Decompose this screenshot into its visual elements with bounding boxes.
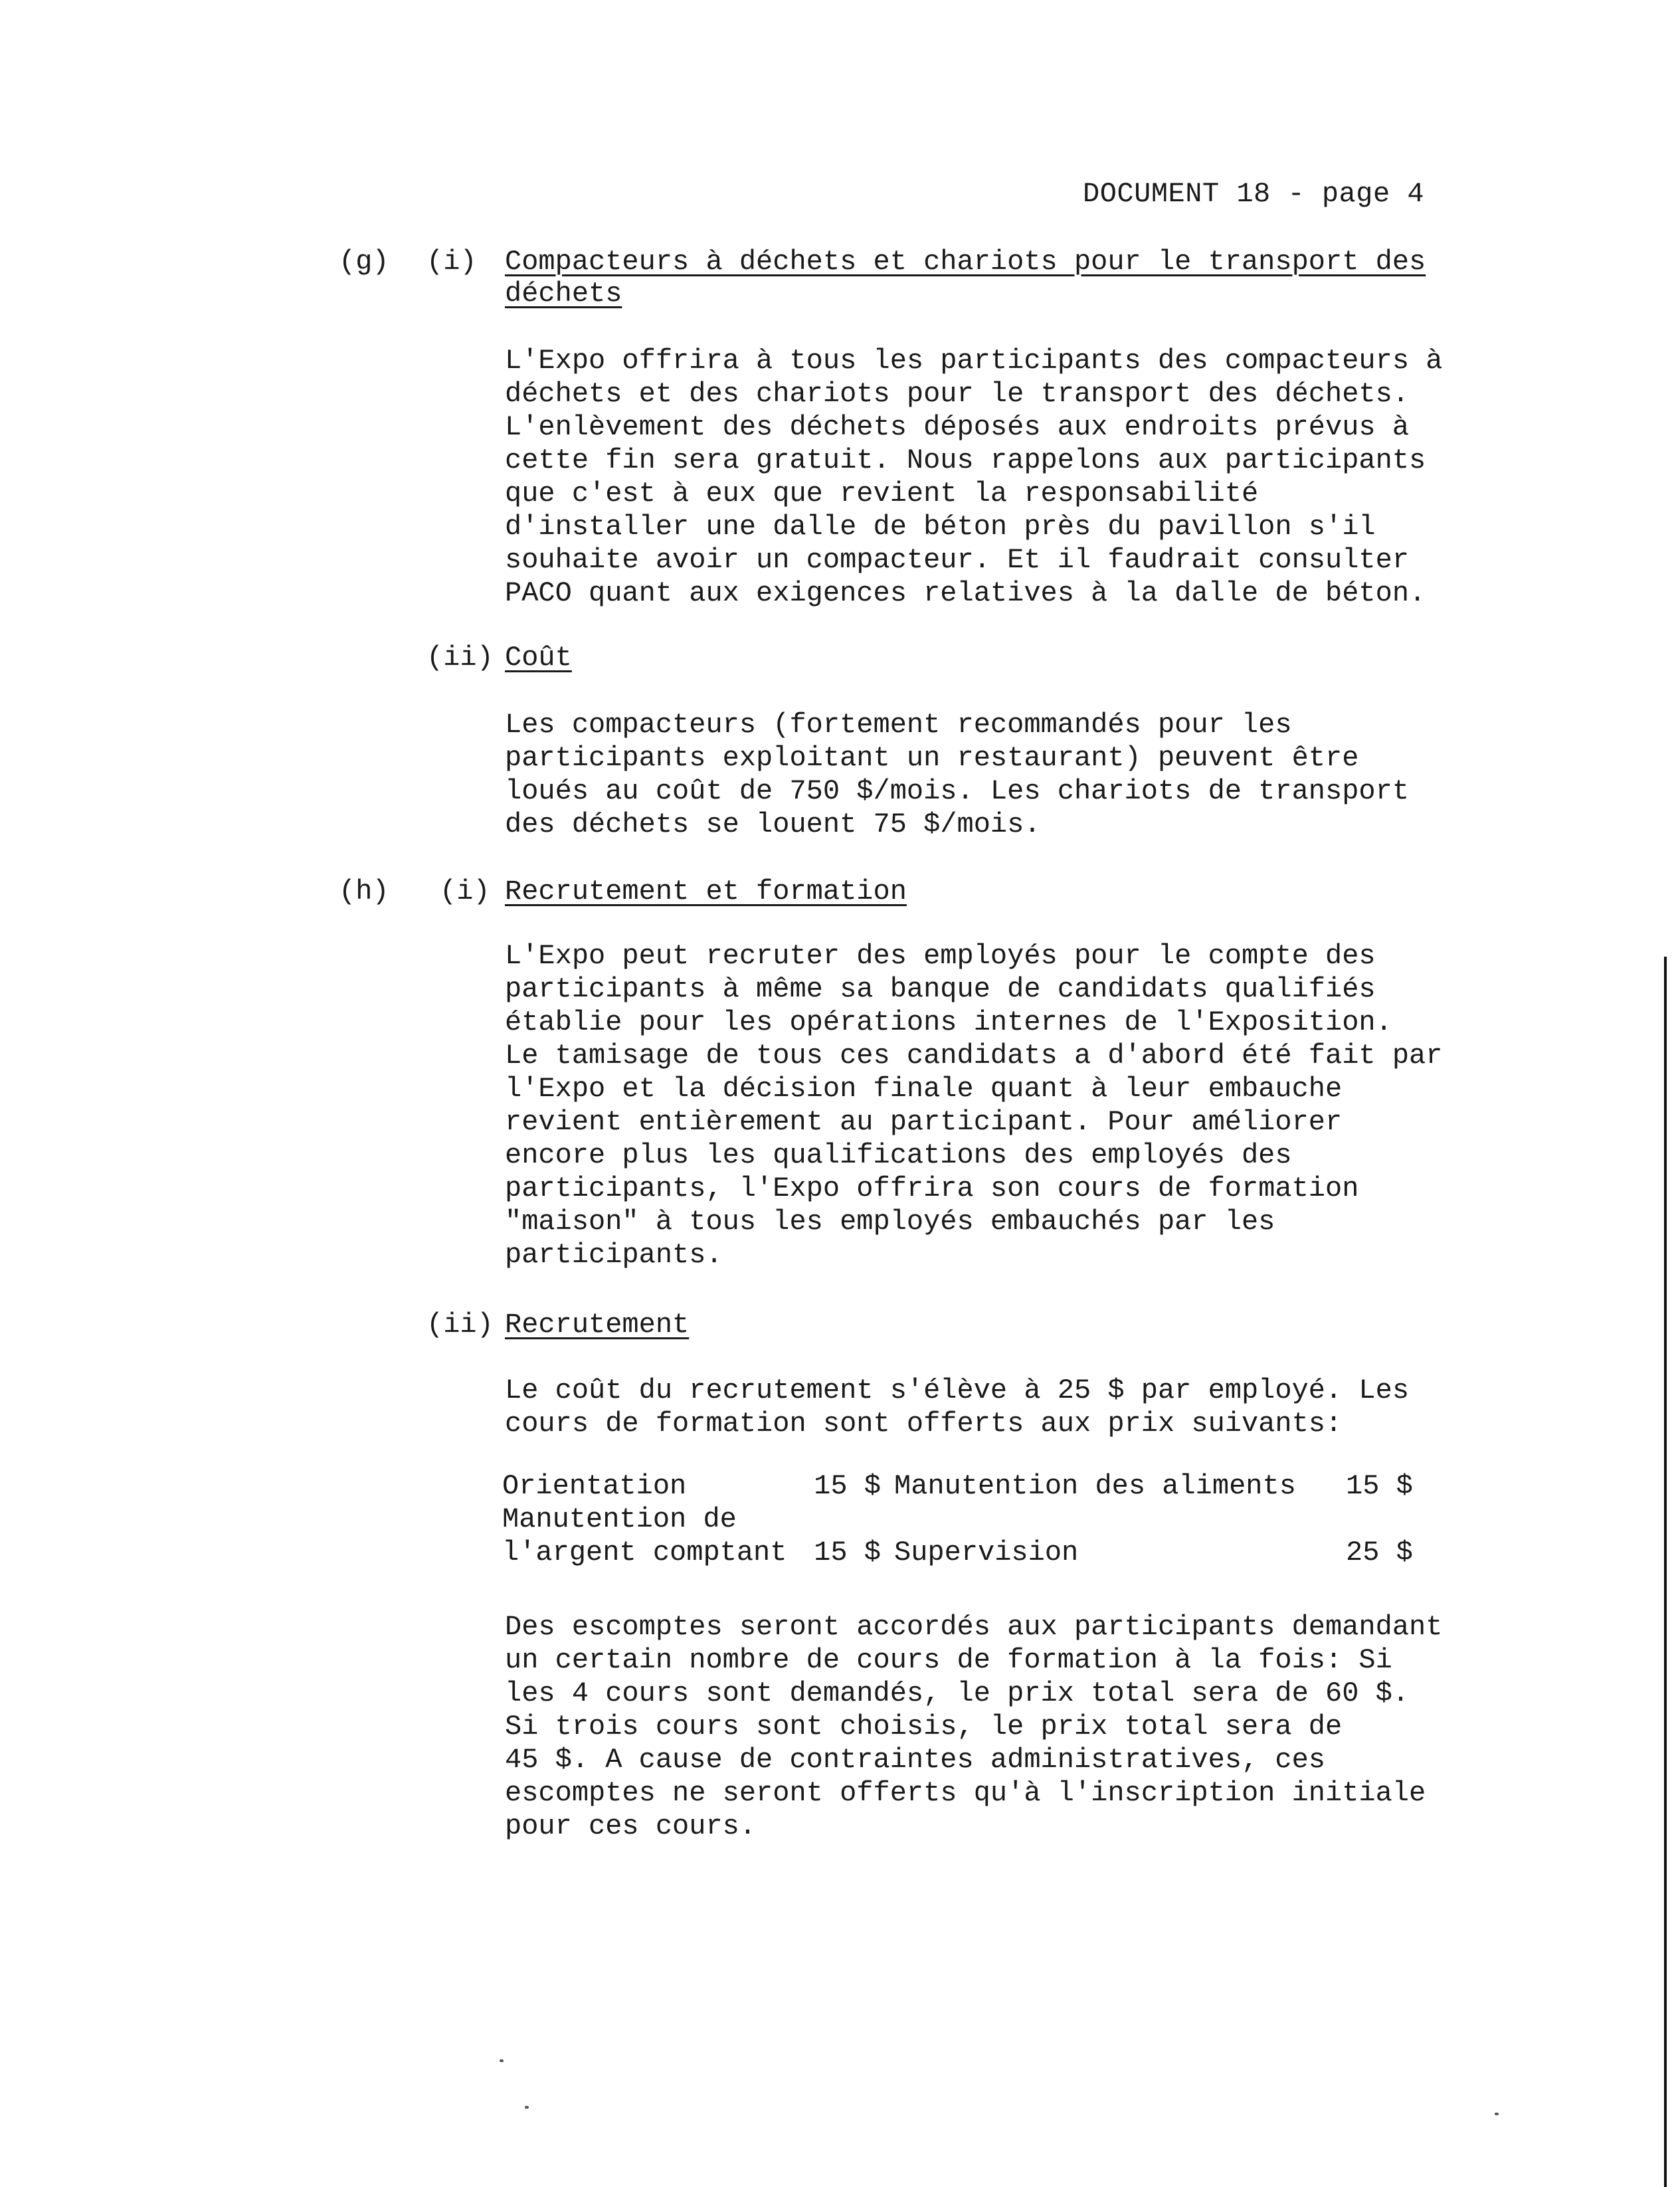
document-header: DOCUMENT 18 - page 4 (1083, 178, 1425, 210)
fee-price-2: 15 $ (1346, 1470, 1413, 1502)
section-h-item-i-body: L'Expo peut recruter des employés pour le compte des participants à même sa banque de candidats qualifiés établie pour les opérations internes de l'Exposition. Le tamisage de tous ces candidats a d'abord été fait par l'Expo et la décision finale quant à leur embauche revient entièrement au participant. Pour améliorer encore plus les qualifications des employés des participants, l'Expo offrira son cours de formation "maison" à tous les employés embauchés par les participants. (505, 940, 1443, 1271)
section-h-item-ii-marker: (ii) (426, 1309, 494, 1341)
fee-course: Manutention de l'argent comptant (502, 1503, 787, 1569)
section-g-letter: (g) (339, 246, 389, 278)
fee-course-2: Manutention des aliments (894, 1470, 1296, 1502)
section-g-item-i-heading: Compacteurs à déchets et chariots pour le transport des déchets (505, 246, 1426, 310)
fee-row (502, 1470, 1413, 1503)
section-g-item-i-marker: (i) (426, 246, 477, 278)
scan-edge-line (1664, 957, 1667, 2187)
section-g-item-ii-marker: (ii) (426, 642, 494, 674)
section-h-item-ii-heading: Recrutement (505, 1309, 690, 1341)
section-h-item-ii-discounts: Des escomptes seront accordés aux participants demandant un certain nombre de cours de formation à la fois: Si les 4 cours sont demandés, le prix total sera de 60 $. Si trois cours sont choisis, le prix total sera de 45 $. A cause de contraintes administratives, ces escomptes ne seront offerts qu'à l'inscription initiale pour ces cours. (505, 1611, 1443, 1842)
fee-price-2: 25 $ (1346, 1537, 1413, 1569)
scan-speck (500, 2059, 504, 2062)
section-g-item-ii-heading: Coût (505, 642, 572, 674)
section-h-item-i-marker: (i) (440, 876, 490, 907)
section-h-letter: (h) (339, 876, 389, 907)
scan-speck (525, 2106, 529, 2109)
fee-row (502, 1503, 1413, 1569)
scan-speck (1495, 2113, 1499, 2115)
section-h-item-ii-intro: Le coût du recrutement s'élève à 25 $ par employé. Les cours de formation sont offerts aux prix suivants: (505, 1375, 1410, 1440)
fee-course-2: Supervision (894, 1537, 1079, 1569)
section-h-item-i-heading: Recrutement et formation (505, 876, 907, 907)
fee-course: Orientation (502, 1470, 687, 1502)
fee-price: 15 $ (814, 1470, 881, 1502)
training-fee-table (502, 1470, 1413, 1569)
section-g-item-ii-body: Les compacteurs (fortement recommandés pour les participants exploitant un restaurant) peuvent être loués au coût de 750 $/mois. Les chariots de transport des déchets se louent 75 $/mois. (505, 709, 1410, 840)
fee-price: 15 $ (814, 1537, 881, 1569)
section-g-item-i-body: L'Expo offrira à tous les participants des compacteurs à déchets et des chariots pour le transport des déchets. L'enlèvement des déchets déposés aux endroits prévus à cette fin sera gratuit. Nous rappelons aux participants que c'est à eux que revient la responsabilité d'installer une dalle de béton près du pavillon s'il souhaite avoir un compacteur. Et il faudrait consulter PACO quant aux exigences relatives à la dalle de béton. (505, 345, 1443, 609)
